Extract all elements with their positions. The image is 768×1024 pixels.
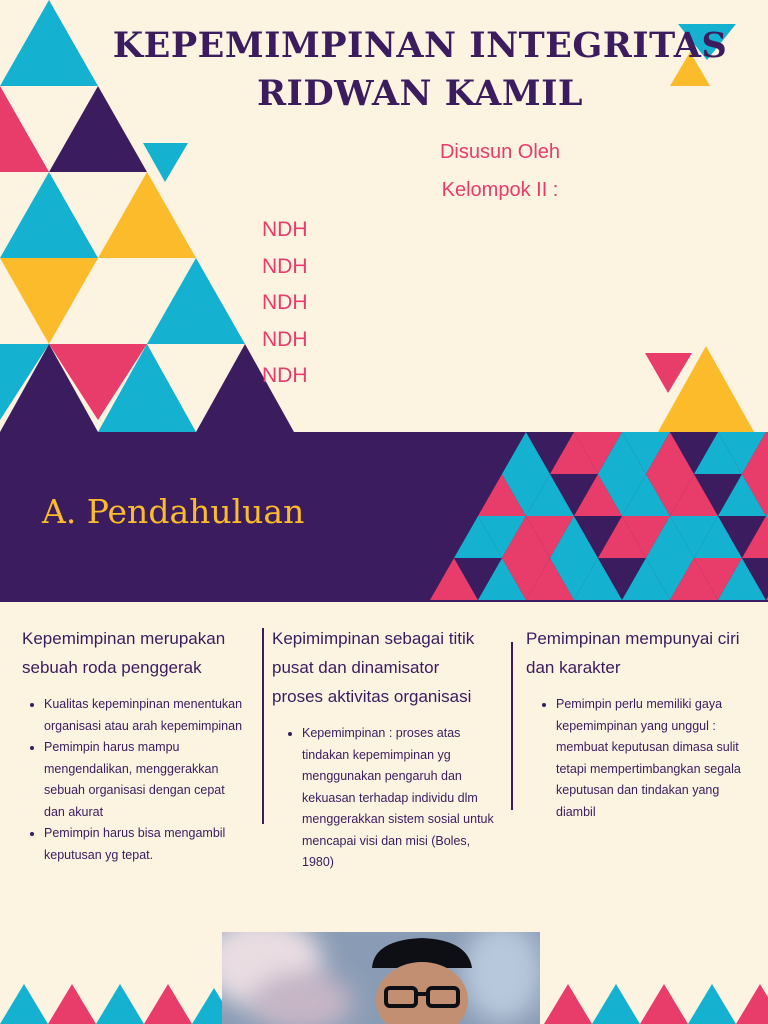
bullet-item: • Kepemimpinan : proses atas tindakan kepemimpinan yg menggunakan pengaruh dan kekuasan terhadap individu dlm menggerakkan sistem sosial untuk mencapai visi dan misi (Boles, 1980) xyxy=(302,723,494,874)
bullet-list xyxy=(526,694,746,823)
column-ciri-karakter xyxy=(526,624,758,823)
bullet-item: • Pemimpin harus mampu mengendalikan, menggerakkan sebuah organisasi dengan cepat dan akurat xyxy=(44,737,244,823)
page-title xyxy=(100,22,740,118)
member-item: NDH xyxy=(262,218,308,241)
author-label: Disusun Oleh xyxy=(439,141,561,163)
member-list xyxy=(262,212,308,395)
section-slide xyxy=(0,432,768,602)
column-titik-pusat xyxy=(272,624,494,874)
content-slide xyxy=(0,602,768,1024)
column-heading: Kepimimpinan sebagai titik pusat dan dinamisator proses aktivitas organisasi xyxy=(272,629,475,706)
group-label: Kelompok II : xyxy=(441,179,559,201)
column-divider xyxy=(511,642,513,810)
title-slide xyxy=(0,0,768,432)
column-divider xyxy=(262,628,264,824)
bullet-list xyxy=(272,723,494,874)
bullet-list xyxy=(22,694,244,866)
title-line-1: KEPEMIMPINAN INTEGRITAS xyxy=(112,25,728,66)
member-item: NDH xyxy=(262,254,308,278)
column-heading: Pemimpinan mempunyai ciri dan karakter xyxy=(526,629,740,677)
section-title: A. Pendahuluan xyxy=(42,492,305,531)
bullet-item: • Pemimpin perlu memiliki gaya kepemimpinan yang unggul : membuat keputusan dimasa sulit tetapi mempertimbangkan segala keputusan dan tindakan yang diambil xyxy=(556,694,746,823)
bullet-item: • Pemimpin harus bisa mengambil keputusan yg tepat. xyxy=(44,823,244,866)
bullet-item: • Kualitas kepeminpinan menentukan organisasi atau arah kepemimpinan xyxy=(44,694,244,737)
member-item: NDH xyxy=(262,327,308,351)
title-line-2: RIDWAN KAMIL xyxy=(256,73,584,114)
column-roda-penggerak xyxy=(22,624,244,866)
member-item: NDH xyxy=(262,291,308,314)
column-heading: Kepemimpinan merupakan sebuah roda penggerak xyxy=(22,629,226,677)
member-item: NDH xyxy=(262,364,308,387)
ridwan-kamil-photo xyxy=(222,932,540,1024)
